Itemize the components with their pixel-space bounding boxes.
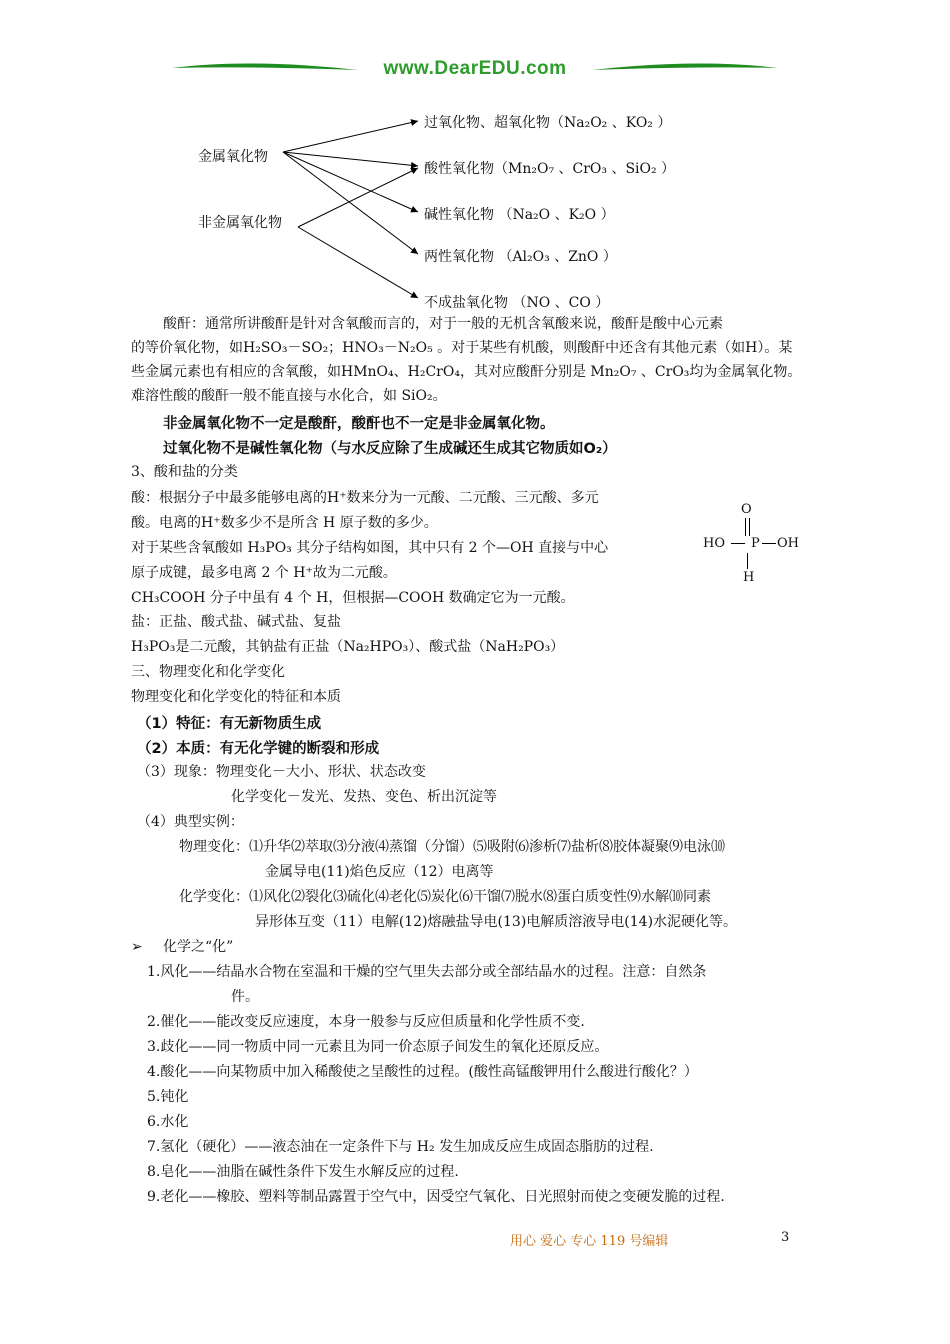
double-bond-line-a	[745, 518, 747, 536]
chemical-line-2: 异形体互变（11）电解(12)熔融盐导电(13)电解质溶液导电(14)水泥硬化等。	[255, 914, 738, 930]
anhydride-line-3: 些金属元素也有相应的含氧酸，如HMnO₄、H₂CrO₄，其对应酸酐分别是 Mn₂O₇ 、CrO₃均为金属氧化物。	[131, 364, 802, 380]
bond-p-oh	[762, 543, 776, 545]
section-iii-title: 三、物理变化和化学变化	[131, 664, 285, 680]
metal-oxide-label: 金属氧化物	[198, 149, 268, 165]
arrow-metal-peroxide	[283, 121, 418, 152]
hua-item-5: 5.钝化	[147, 1089, 189, 1105]
bond-ho-p	[731, 543, 745, 545]
acidic-oxide-label: 酸性氧化物（Mn₂O₇ 、CrO₃ 、SiO₂ ）	[424, 161, 676, 177]
oxide-diagram-arrows	[0, 0, 950, 320]
chemical-line-1: 化学变化：⑴风化⑵裂化⑶硫化⑷老化⑸炭化⑹干馏⑺脱水⑻蛋白质变性⑼水解⑽同素	[179, 889, 711, 905]
physical-line-2: 金属导电(11)焰色反应（12）电离等	[265, 864, 494, 880]
salt-line-2: H₃PO₃是二元酸，其钠盐有正盐（Na₂HPO₃）、酸式盐（NaH₂PO₃）	[131, 639, 565, 655]
hua-item-7: 7.氢化（硬化）——液态油在一定条件下与 H₂ 发生加成反应生成固态脂肪的过程.	[147, 1139, 654, 1155]
hua-item-8: 8.皂化——油脂在碱性条件下发生水解反应的过程.	[147, 1164, 459, 1180]
hua-item-2: 2.催化——能改变反应速度，本身一般参与反应但质量和化学性质不变.	[147, 1014, 585, 1030]
section3-title: 3、酸和盐的分类	[131, 464, 238, 480]
hua-item-9: 9.老化——橡胶、塑料等制品露置于空气中，因受空气氧化、日光照射而使之变硬发脆的过程.	[147, 1189, 725, 1205]
feature-line: （1）特征：有无新物质生成	[137, 716, 322, 732]
hua-item-3: 3.歧化——同一物质中同一元素且为同一价态原子间发生的氧化还原反应。	[147, 1039, 609, 1055]
site-header[interactable]: www.DearEDU.com	[383, 58, 567, 79]
hua-title: 化学之“化”	[163, 939, 234, 955]
bold-note-2: 过氧化物不是碱性氧化物（与水反应除了生成碱还生成其它物质如O₂）	[163, 441, 617, 457]
acid-line-1: 酸：根据分子中最多能够电离的H⁺数来分为一元酸、二元酸、三元酸、多元	[131, 490, 599, 506]
phenomenon-line-1: （3）现象：物理变化－大小、形状、状态改变	[137, 764, 426, 780]
basic-oxide-label: 碱性氧化物 （Na₂O 、K₂O ）	[424, 207, 615, 223]
hua-item-1: 1.风化——结晶水合物在室温和干燥的空气里失去部分或全部结晶水的过程。注意：自然条	[147, 964, 707, 980]
phenomenon-line-2: 化学变化－发光、发热、变色、析出沉淀等	[231, 789, 497, 805]
footer-text: 用心 爱心 专心 119 号编辑	[510, 1234, 669, 1249]
anhydride-line-2: 的等价氧化物，如H₂SO₃－SO₂；HNO₃－N₂O₅ 。对于某些有机酸，则酸酐中还含有其他元素（如H）。某	[131, 340, 793, 356]
structure-ho: HO	[703, 536, 725, 551]
acid-line-3: 对于某些含氧酸如 H₃PO₃ 其分子结构如图，其中只有 2 个—OH 直接与中心	[131, 540, 609, 556]
peroxide-label: 过氧化物、超氧化物（Na₂O₂ 、KO₂ ）	[424, 115, 672, 131]
nonmetal-oxide-label: 非金属氧化物	[198, 215, 282, 231]
bold-note-1: 非金属氧化物不一定是酸酐，酸酐也不一定是非金属氧化物。	[163, 416, 555, 432]
structure-oh: OH	[777, 536, 799, 551]
neutral-oxide-label: 不成盐氧化物 （NO 、CO ）	[424, 295, 610, 311]
amphoteric-oxide-label: 两性氧化物 （Al₂O₃ 、ZnO ）	[424, 249, 617, 265]
bond-p-h	[747, 553, 749, 569]
structure-o: O	[741, 502, 752, 517]
examples-title: （4）典型实例：	[137, 814, 244, 830]
essence-line: （2）本质：有无化学键的断裂和形成	[137, 741, 380, 757]
acid-line-5: CH₃COOH 分子中虽有 4 个 H，但根据—COOH 数确定它为一元酸。	[131, 590, 575, 606]
hua-item-1-cont: 件。	[231, 989, 259, 1005]
page-number: 3	[781, 1230, 790, 1245]
structure-h: H	[743, 570, 755, 585]
hua-item-6: 6.水化	[147, 1114, 189, 1130]
acid-line-2: 酸。电离的H⁺数多少不是所含 H 原子数的多少。	[131, 515, 438, 531]
salt-line-1: 盐：正盐、酸式盐、碱式盐、复盐	[131, 614, 341, 630]
arrow-metal-acidic	[283, 152, 418, 166]
physical-line-1: 物理变化：⑴升华⑵萃取⑶分液⑷蒸馏（分馏）⑸吸附⑹渗析⑺盐析⑻胶体凝聚⑼电泳⑽	[179, 839, 725, 855]
acid-line-4: 原子成键，最多电离 2 个 H⁺故为二元酸。	[131, 565, 397, 581]
hua-item-4: 4.酸化——向某物质中加入稀酸使之呈酸性的过程。(酸性高锰酸钾用什么酸进行酸化？）	[147, 1064, 698, 1080]
section-iii-subtitle: 物理变化和化学变化的特征和本质	[131, 689, 341, 705]
structure-p: P	[751, 536, 760, 551]
anhydride-line-1: 酸酐：通常所讲酸酐是针对含氧酸而言的，对于一般的无机含氧酸来说，酸酐是酸中心元素	[163, 316, 723, 332]
arrow-nonmetal-neutral	[298, 227, 418, 298]
bullet-icon: ➢	[131, 939, 143, 955]
anhydride-line-4: 难溶性酸的酸酐一般不能直接与水化合，如 SiO₂。	[131, 388, 447, 404]
